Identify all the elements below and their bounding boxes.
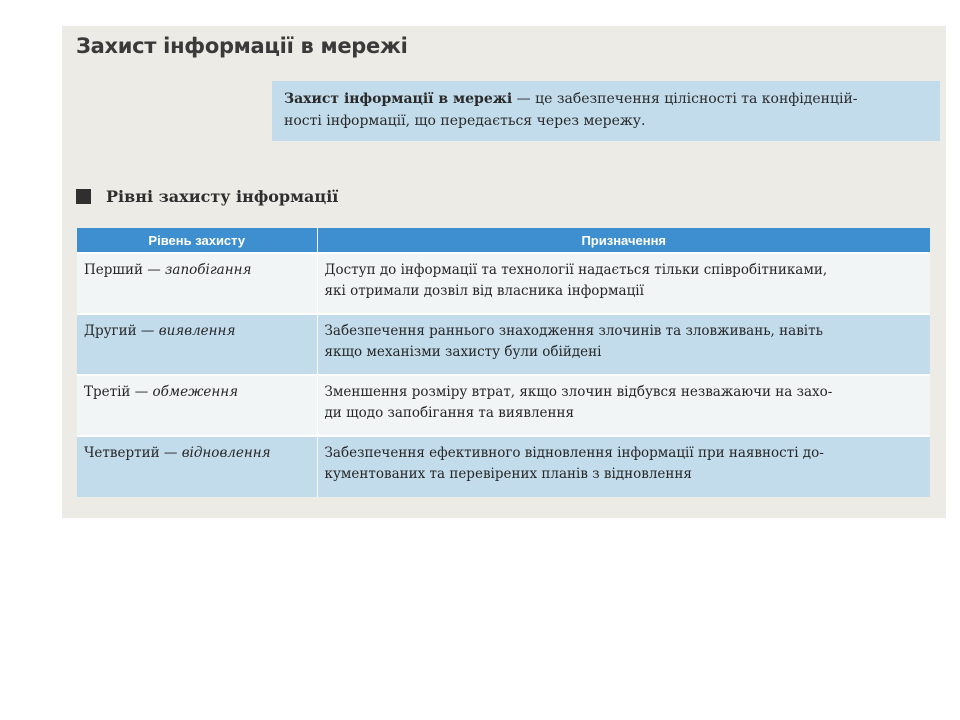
purpose-line: Зменшення розміру втрат, якщо злочин відбувся незважаючи на захо- bbox=[324, 384, 833, 400]
scanned-page bbox=[62, 26, 946, 518]
table-row bbox=[77, 253, 930, 314]
definition-box bbox=[272, 81, 940, 141]
purpose-line: ди щодо запобігання та виявлення bbox=[324, 405, 575, 421]
level-cell bbox=[77, 436, 317, 497]
purpose-cell bbox=[317, 314, 930, 375]
column-header-level: Рівень захисту bbox=[77, 228, 317, 253]
definition-text-1: — це забезпечення цілісності та конфіденцій- bbox=[512, 91, 858, 107]
level-cell bbox=[77, 314, 317, 375]
level-name bbox=[84, 384, 238, 400]
level-name bbox=[84, 262, 251, 278]
level-cell bbox=[77, 375, 317, 436]
definition-line-2 bbox=[284, 110, 930, 132]
level-number: Перший bbox=[84, 262, 143, 278]
level-dash: — bbox=[159, 445, 182, 461]
definition-line-1 bbox=[284, 88, 930, 110]
purpose-line: якщо механізми захисту були обійдені bbox=[324, 344, 602, 360]
table-row bbox=[77, 436, 930, 497]
purpose-cell bbox=[317, 436, 930, 497]
purpose-line: які отримали дозвіл від власника інформації bbox=[324, 283, 644, 299]
purpose-cell bbox=[317, 253, 930, 314]
level-number: Третій bbox=[84, 384, 131, 400]
level-name bbox=[84, 323, 235, 339]
level-dash: — bbox=[142, 262, 166, 278]
purpose-line: Забезпечення ефективного відновлення інформації при наявності до- bbox=[324, 445, 824, 461]
purpose-line: Забезпечення раннього знаходження злочинів та зловживань, навіть bbox=[324, 323, 823, 339]
definition-term: Захист інформації в мережі bbox=[284, 91, 513, 107]
purpose-cell bbox=[317, 375, 930, 436]
level-dash: — bbox=[130, 384, 153, 400]
level-number: Четвертий bbox=[84, 445, 160, 461]
square-bullet-icon bbox=[76, 189, 91, 204]
purpose-line: Доступ до інформації та технології надається тільки співробітниками, bbox=[324, 262, 828, 278]
column-header-purpose: Призначення bbox=[317, 228, 930, 253]
definition-text-2: ності інформації, що передається через мережу. bbox=[284, 113, 646, 129]
level-kind: виявлення bbox=[158, 323, 236, 339]
level-dash: — bbox=[136, 323, 159, 339]
table-row bbox=[77, 314, 930, 375]
level-name bbox=[84, 445, 271, 461]
section-heading bbox=[76, 186, 338, 206]
level-kind: запобігання bbox=[165, 262, 252, 278]
section-heading-text: Рівні захисту інформації bbox=[106, 186, 339, 206]
level-number: Другий bbox=[84, 323, 137, 339]
level-cell bbox=[77, 253, 317, 314]
level-kind: відновлення bbox=[181, 445, 271, 461]
table-row bbox=[77, 375, 930, 436]
purpose-line: кументованих та перевірених планів з відновлення bbox=[324, 466, 692, 482]
table-header-row bbox=[77, 228, 930, 253]
level-kind: обмеження bbox=[152, 384, 239, 400]
protection-levels-table bbox=[77, 228, 930, 497]
page-title: Захист інформації в мережі bbox=[76, 34, 408, 58]
